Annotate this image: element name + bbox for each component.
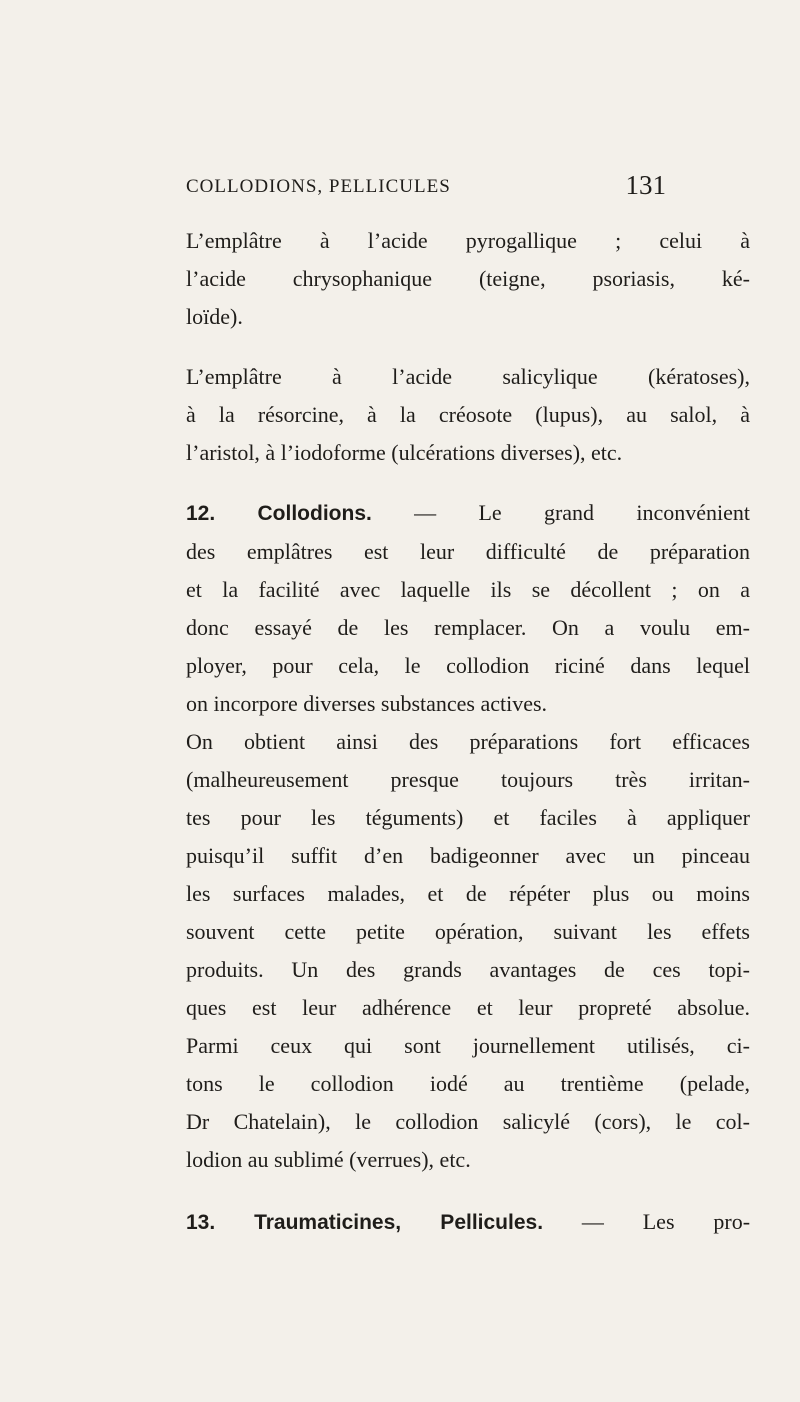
text-line: L’emplâtre à l’acide salicylique (kératoses), [186, 364, 750, 389]
text-line: tes pour les téguments) et faciles à appliquer [186, 805, 750, 830]
section-13-number: 13. [186, 1211, 216, 1234]
text-line: les surfaces malades, et de répéter plus ou moins [186, 881, 750, 906]
paragraph-emplatre-pyrogallique [186, 222, 750, 336]
section-12-paragraph-2 [186, 723, 750, 1179]
text-line: On obtient ainsi des préparations fort efficaces [186, 729, 750, 754]
paragraph-emplatre-salicylique [186, 358, 750, 472]
text-line: à la résorcine, à la créosote (lupus), au salol, à [186, 402, 750, 427]
text-line: l’acide chrysophanique (teigne, psoriasis, ké- [186, 266, 750, 291]
text-line: Dr Chatelain), le collodion salicylé (cors), le col- [186, 1109, 750, 1134]
text-line: on incorpore diverses substances actives. [186, 691, 548, 716]
section-13-first-line [186, 1203, 750, 1242]
text-line: ployer, pour cela, le collodion riciné dans lequel [186, 653, 750, 678]
text-line: Parmi ceux qui sont journellement utilisés, ci- [186, 1033, 750, 1058]
section-12-first-line [186, 494, 750, 533]
section-13-heading: Traumaticines, Pellicules. [254, 1211, 544, 1234]
section-12-number: 12. [186, 502, 216, 525]
section-13-first-line-rest: — Les pro- [543, 1209, 751, 1234]
section-12-collodions [186, 494, 750, 723]
text-line: tons le collodion iodé au trentième (pelade, [186, 1071, 750, 1096]
section-12-heading: Collodions. [257, 502, 372, 525]
text-line: et la facilité avec laquelle ils se décollent ; on a [186, 577, 750, 602]
text-line: puisqu’il suffit d’en badigeonner avec un pinceau [186, 843, 750, 868]
text-line: loïde). [186, 304, 243, 329]
body-text [186, 222, 750, 1264]
page-number: 131 [625, 170, 666, 200]
text-line: des emplâtres est leur difficulté de préparation [186, 539, 750, 564]
text-line: souvent cette petite opération, suivant les effets [186, 919, 750, 944]
text-line: L’emplâtre à l’acide pyrogallique ; celui à [186, 228, 750, 253]
section-12-first-line-rest: — Le grand inconvénient [371, 500, 750, 525]
text-line: donc essayé de les remplacer. On a voulu em- [186, 615, 750, 640]
running-head [186, 170, 666, 206]
section-13-traumaticines [186, 1203, 750, 1242]
text-line: ques est leur adhérence et leur propreté absolue. [186, 995, 750, 1020]
text-line: (malheureusement presque toujours très irritan- [186, 767, 750, 792]
text-line: l’aristol, à l’iodoforme (ulcérations diverses), etc. [186, 440, 623, 465]
running-title: COLLODIONS, PELLICULES [186, 176, 451, 197]
text-line: produits. Un des grands avantages de ces topi- [186, 957, 750, 982]
text-line: lodion au sublimé (verrues), etc. [186, 1147, 471, 1172]
